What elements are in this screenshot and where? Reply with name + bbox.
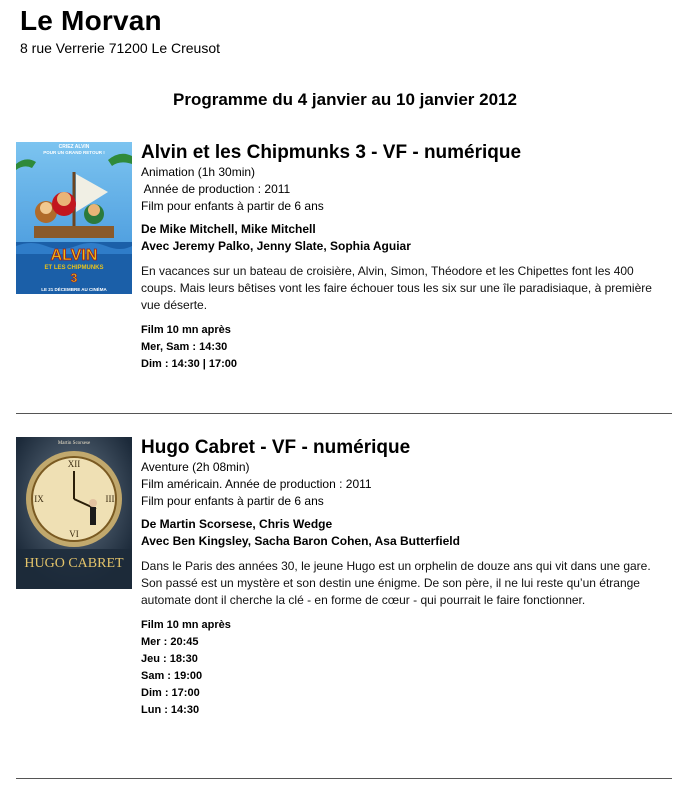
film-genre: Aventure (2h 08min) (141, 460, 250, 474)
divider (16, 778, 672, 779)
hugo-poster-logo: HUGO CABRET (24, 556, 124, 571)
showtime-row: Dim : 14:30 | 17:00 (141, 358, 238, 370)
film-showtimes (141, 322, 666, 373)
film-showtimes (141, 617, 666, 719)
showtime-row: Mer, Sam : 14:30 (141, 341, 228, 353)
film-credits (141, 516, 666, 550)
divider (16, 413, 672, 414)
film-info (141, 437, 666, 719)
hugo-cabret-poster-image[interactable] (16, 437, 132, 589)
showtime-row: Sam : 19:00 (141, 670, 203, 682)
hugo-poster-credit: Martin Scorsese (57, 441, 91, 446)
film-synopsis: En vacances sur un bateau de croisière, Alvin, Simon, Théodore et les Chipettes font les 400 coups. Mais leurs bêtises vont les faire échouer tous les six sur une île paradisiaque, à première vue déserte. (141, 264, 652, 312)
film-title[interactable]: Alvin et les Chipmunks 3 - VF - numérique (141, 142, 522, 163)
film-directors: De Mike Mitchell, Mike Mitchell (141, 222, 316, 236)
programme-title: Programme du 4 janvier au 10 janvier 2012 (173, 90, 517, 109)
film-production: Année de production : 2011 (141, 182, 291, 196)
film-title[interactable]: Hugo Cabret - VF - numérique (141, 437, 411, 458)
showtime-row: Lun : 14:30 (141, 704, 200, 716)
film-audience: Film pour enfants à partir de 6 ans (141, 494, 324, 508)
showtime-row: Jeu : 18:30 (141, 653, 198, 665)
film-cast: Avec Jeremy Palko, Jenny Slate, Sophia Aguiar (141, 239, 411, 253)
film-audience: Film pour enfants à partir de 6 ans (141, 199, 324, 213)
film-production: Film américain. Année de production : 2011 (141, 477, 372, 491)
showtimes-note: Film 10 mn après (141, 619, 231, 631)
showtime-row: Dim : 17:00 (141, 687, 200, 699)
alvin-poster-date: LE 21 DÉCEMBRE AU CINÉMA (41, 287, 107, 292)
svg-text:XII: XII (67, 459, 81, 469)
alvin-poster-logo-sub: ET LES CHIPMUNKS (44, 265, 104, 271)
showtimes-note: Film 10 mn après (141, 324, 231, 336)
alvin-poster-tagline: CRIEZ ALVIN (58, 144, 90, 150)
film-info (141, 142, 666, 373)
film-genre: Animation (1h 30min) (141, 165, 256, 179)
alvin-poster-number: 3 (70, 271, 78, 285)
film-cast: Avec Ben Kingsley, Sacha Baron Cohen, Asa Butterfield (141, 534, 460, 548)
alvin-poster-image[interactable] (16, 142, 132, 294)
film-credits (141, 221, 666, 255)
showtime-row: Mer : 20:45 (141, 636, 199, 648)
film-directors: De Martin Scorsese, Chris Wedge (141, 517, 333, 531)
alvin-poster-tagline-2: POUR UN GRAND RETOUR ! (43, 150, 105, 155)
cinema-name: Le Morvan (20, 5, 162, 36)
film-synopsis: Dans le Paris des années 30, le jeune Hugo est un orphelin de douze ans qui vit dans une gare. Son passé est un mystère et son destin une énigme. De son père, il ne lui reste qu’un étrange automate dont il cherche la clé - en forme de cœur - qui pourrait le faire fonctionner. (141, 559, 651, 607)
cinema-address: 8 rue Verrerie 71200 Le Creusot (20, 40, 221, 56)
svg-text:III: III (105, 494, 115, 504)
svg-text:IX: IX (34, 494, 44, 504)
alvin-poster-logo: ALVIN (50, 247, 98, 264)
svg-text:VI: VI (69, 529, 79, 539)
